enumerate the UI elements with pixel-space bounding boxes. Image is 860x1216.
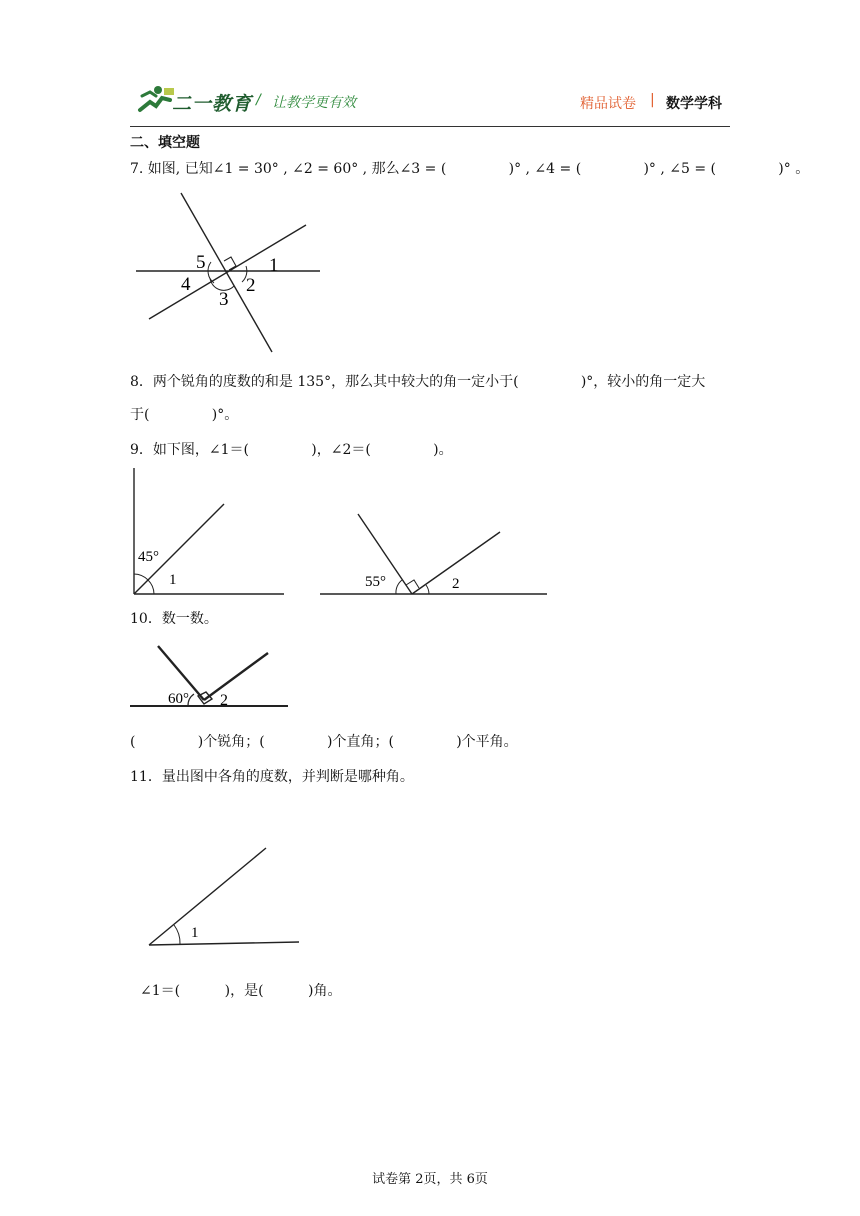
fig7-label-1: 1 [269,255,279,276]
header-slogan: 让教学更有效 [272,95,356,111]
fig9b-label-2: 2 [452,576,460,592]
header-logo [136,84,286,116]
fig10-angle-label: 60° [168,691,189,707]
header-badge: 精品试卷 [580,96,636,112]
question-9-figure-a [128,464,288,598]
fig9a-label-1: 1 [169,572,177,588]
header-rule [130,126,730,127]
question-11-answer: ∠1＝( )，是( )角。 [140,983,342,999]
fig7-label-3: 3 [219,289,229,310]
question-8-line1: 8．两个锐角的度数的和是 135°，那么其中较大的角一定小于( )°，较小的角一定大 [130,374,706,390]
question-7-text: 7. 如图, 已知∠1 = 30° , ∠2 = 60° , 那么∠3 = ( )° , ∠4 = ( )° , ∠5 = ( )° 。 [130,161,810,177]
header-separator: | [650,92,655,108]
question-10-figure [128,642,292,714]
page-footer: 试卷第 2页，共 6页 [372,1172,488,1187]
fig10-label-2: 2 [220,692,228,709]
question-11-title: 11．量出图中各角的度数，并判断是哪种角。 [130,769,414,785]
question-11-figure [146,846,304,950]
fig11-label-1: 1 [191,925,199,941]
header-slash: / [256,92,261,108]
fig7-label-4: 4 [181,274,191,295]
question-9-text: 9．如下图，∠1＝( )，∠2＝( )。 [130,442,453,458]
fig9b-angle-label: 55° [365,574,386,590]
question-7-figure [130,190,330,358]
runner-logo-icon [136,84,176,114]
section-title: 二、填空题 [130,135,200,151]
question-9-figure-b [318,506,550,598]
question-10-title: 10．数一数。 [130,611,218,627]
fig7-label-5: 5 [196,252,206,273]
question-10-answer: ( )个锐角；( )个直角；( )个平角。 [130,734,518,750]
logo-text: 二一教育 [172,93,253,115]
fig7-label-2: 2 [246,275,256,296]
question-8-line2: 于( )°。 [130,407,239,423]
header-subject: 数学学科 [666,96,722,112]
fig9a-angle-label: 45° [138,549,159,565]
